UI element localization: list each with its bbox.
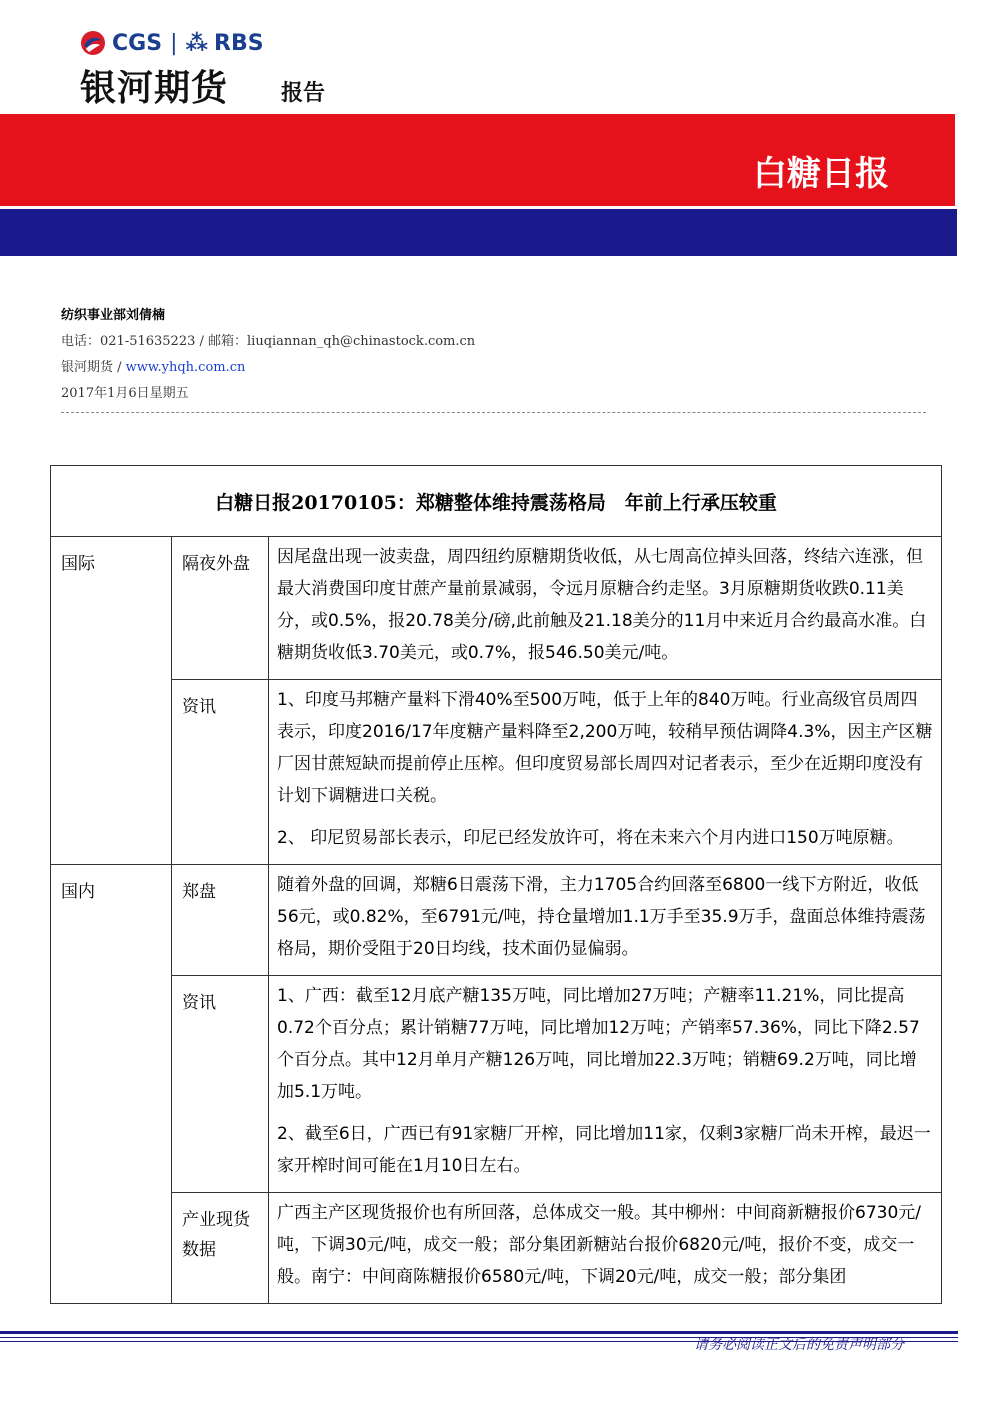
report-label: 报告: [281, 81, 326, 106]
row-content: [269, 865, 942, 976]
paragraph: 2、截至6日，广西已有91家糖厂开榨，同比增加11家，仅剩3家糖厂尚未开榨，最迟一家开榨时间可能在1月10日左右。: [277, 1124, 931, 1176]
region-cell: 国际: [51, 537, 172, 865]
table-row: [51, 865, 942, 976]
row-label: 产业现货数据: [172, 1193, 269, 1304]
company-name: 银河期货 /: [61, 360, 126, 375]
paragraph: 因尾盘出现一波卖盘，周四纽约原糖期货收低，从七周高位掉头回落，终结六连涨，但最大消费国印度甘蔗产量前景减弱，令远月原糖合约走坚。3月原糖期货收跌0.11美分，或0.5%，报20.78美分/磅,此前触及21.18美分的11月中来近月合约最高水准。白糖期货收低3.70美元，或0.7%，报546.50美元/吨。: [277, 547, 927, 663]
report-table: [50, 465, 942, 1304]
title-banner: [0, 114, 955, 206]
table-title: 白糖日报20170105：郑糖整体维持震荡格局 年前上行承压较重: [51, 466, 942, 537]
table-row: [51, 1193, 942, 1304]
table-row: [51, 680, 942, 865]
region-cell: 国内: [51, 865, 172, 1304]
logo-cgs-text: CGS: [112, 30, 163, 56]
author-contact: 电话：021-51635223 / 邮箱：liuqiannan_qh@chinastock.com.cn: [61, 334, 476, 349]
row-content: [269, 1193, 942, 1304]
company-line: [61, 356, 245, 375]
author-dept: 纺织事业部刘倩楠: [61, 308, 166, 323]
cgs-swirl-icon: [80, 30, 106, 56]
paragraph: 随着外盘的回调，郑糖6日震荡下滑，主力1705合约回落至6800一线下方附近，收低56元，或0.82%，至6791元/吨，持仓量增加1.1万手至35.9万手，盘面总体维持震荡格局，期价受阻于20日均线，技术面仍显偏弱。: [277, 875, 926, 959]
logo-top-row: [80, 30, 264, 56]
paragraph: 1、印度马邦糖产量料下滑40%至500万吨，低于上年的840万吨。行业高级官员周四表示，印度2016/17年度糖产量料降至2,200万吨，较稍早预估调降4.3%，因主产区糖厂因甘蔗短缺而提前停止压榨。但印度贸易部长周四对记者表示，至少在近期印度没有计划下调糖进口关税。: [277, 690, 933, 806]
row-content: [269, 976, 942, 1193]
row-content: [269, 680, 942, 865]
website-link[interactable]: www.yhqh.com.cn: [125, 360, 246, 375]
row-label: 隔夜外盘: [172, 537, 269, 680]
row-label: 资讯: [172, 976, 269, 1193]
row-label: 资讯: [172, 680, 269, 865]
logo-separator: |: [170, 30, 178, 56]
footer-disclaimer: 请务必阅读正文后的免责声明部分: [694, 1337, 904, 1353]
table-row: [51, 537, 942, 680]
report-date: 2017年1月6日星期五: [61, 386, 189, 401]
logo-company-name: 银河期货: [80, 68, 229, 109]
row-content: [269, 537, 942, 680]
rbs-mark-icon: ⁂: [185, 30, 208, 56]
paragraph: 1、广西：截至12月底产糖135万吨，同比增加27万吨；产糖率11.21%，同比提高0.72个百分点；累计销糖77万吨，同比增加12万吨；产销率57.36%，同比下降2.57个百分点。其中12月单月产糖126万吨，同比增加22.3万吨；销糖69.2万吨，同比增加5.1万吨。: [277, 986, 920, 1102]
company-logo: [80, 30, 264, 111]
table-row: [51, 976, 942, 1193]
paragraph: 2、 印尼贸易部长表示，印尼已经发放许可，将在未来六个月内进口150万吨原糖。: [277, 828, 904, 848]
logo-rbs-text: RBS: [214, 30, 264, 56]
divider: [61, 412, 926, 413]
paragraph: 广西主产区现货报价也有所回落，总体成交一般。其中柳州：中间商新糖报价6730元/吨，下调30元/吨，成交一般；部分集团新糖站台报价6820元/吨，报价不变，成交一般。南宁：中间商陈糖报价6580元/吨，下调20元/吨，成交一般；部分集团: [277, 1203, 921, 1287]
blue-banner: [0, 209, 957, 256]
report-title: 白糖日报: [753, 154, 889, 194]
row-label: 郑盘: [172, 865, 269, 976]
